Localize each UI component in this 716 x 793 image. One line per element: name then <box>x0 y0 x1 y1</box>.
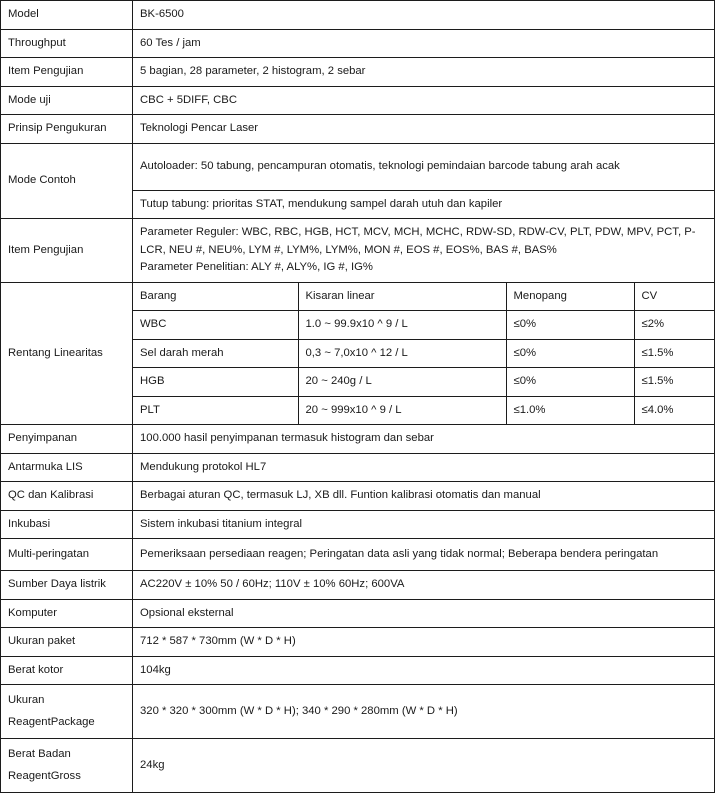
linearity-table <box>133 283 715 425</box>
linearity-col-header: Kisaran linear <box>298 283 506 311</box>
row-label: Multi-peringatan <box>1 539 133 571</box>
linearity-cell: WBC <box>133 311 298 340</box>
table-row <box>1 482 715 511</box>
linearity-col-header: CV <box>634 283 715 311</box>
table-row <box>1 571 715 600</box>
parameter-penelitian-text: Parameter Penelitian: ALY #, ALY%, IG #, IG% <box>140 261 373 273</box>
row-value: 320 * 320 * 300mm (W * D * H); 340 * 290 * 280mm (W * D * H) <box>133 685 715 739</box>
linearity-cell: ≤0% <box>506 339 634 368</box>
row-value: 104kg <box>133 656 715 685</box>
row-value: 5 bagian, 28 parameter, 2 histogram, 2 sebar <box>133 58 715 87</box>
linearity-cell: ≤1.5% <box>634 368 715 397</box>
row-label: Berat Badan ReagentGross <box>1 739 133 793</box>
row-label: Throughput <box>1 29 133 58</box>
linearity-cell: ≤0% <box>506 311 634 340</box>
row-value: 100.000 hasil penyimpanan termasuk histogram dan sebar <box>133 425 715 454</box>
row-label: Ukuran ReagentPackage <box>1 685 133 739</box>
linearity-cell: ≤1.0% <box>506 396 634 424</box>
linearity-row <box>133 311 715 340</box>
row-label: Item Pengujian <box>1 219 133 283</box>
linearity-cell: 1.0 ~ 99.9x10 ^ 9 / L <box>298 311 506 340</box>
table-row <box>1 599 715 628</box>
row-label: Inkubasi <box>1 510 133 539</box>
linearity-cell: 20 ~ 999x10 ^ 9 / L <box>298 396 506 424</box>
row-label: Penyimpanan <box>1 425 133 454</box>
linearity-row <box>133 339 715 368</box>
linearity-col-header: Barang <box>133 283 298 311</box>
table-row <box>1 115 715 144</box>
linearity-cell: HGB <box>133 368 298 397</box>
row-label: QC dan Kalibrasi <box>1 482 133 511</box>
linearity-cell: ≤0% <box>506 368 634 397</box>
linearity-cell: 20 ~ 240g / L <box>298 368 506 397</box>
mode-contoh-sublist <box>133 144 714 219</box>
table-row <box>1 29 715 58</box>
table-row-linearitas <box>1 282 715 425</box>
linearity-cell: ≤4.0% <box>634 396 715 424</box>
row-label: Prinsip Pengukuran <box>1 115 133 144</box>
linearity-row <box>133 396 715 424</box>
linearity-cell: ≤1.5% <box>634 339 715 368</box>
row-value: 712 * 587 * 730mm (W * D * H) <box>133 628 715 657</box>
linearity-cell: ≤2% <box>634 311 715 340</box>
row-label: Sumber Daya listrik <box>1 571 133 600</box>
row-label: Ukuran paket <box>1 628 133 657</box>
table-row <box>1 58 715 87</box>
row-value: 60 Tes / jam <box>133 29 715 58</box>
row-label: Mode uji <box>1 86 133 115</box>
linearity-table-wrapper <box>133 282 715 425</box>
table-row <box>1 86 715 115</box>
linearity-col-header: Menopang <box>506 283 634 311</box>
table-row <box>1 656 715 685</box>
row-value: Berbagai aturan QC, termasuk LJ, XB dll. Funtion kalibrasi otomatis dan manual <box>133 482 715 511</box>
table-row <box>1 1 715 30</box>
table-row <box>1 510 715 539</box>
linearity-cell: Sel darah merah <box>133 339 298 368</box>
row-label: Item Pengujian <box>1 58 133 87</box>
table-row <box>1 453 715 482</box>
linearity-cell: 0,3 ~ 7,0x10 ^ 12 / L <box>298 339 506 368</box>
row-value: AC220V ± 10% 50 / 60Hz; 110V ± 10% 60Hz; 600VA <box>133 571 715 600</box>
row-label: Antarmuka LIS <box>1 453 133 482</box>
table-row-multi-peringatan <box>1 539 715 571</box>
row-label: Rentang Linearitas <box>1 282 133 425</box>
linearity-header-row <box>133 283 715 311</box>
table-row <box>1 425 715 454</box>
row-value: Opsional eksternal <box>133 599 715 628</box>
table-row-reagent-gross <box>1 739 715 793</box>
row-value: CBC + 5DIFF, CBC <box>133 86 715 115</box>
sub-row <box>133 190 714 218</box>
sub-row-value: Tutup tabung: prioritas STAT, mendukung sampel darah utuh dan kapiler <box>140 197 503 210</box>
table-row-mode-contoh <box>1 143 715 219</box>
row-label: Mode Contoh <box>1 143 133 219</box>
linearity-cell: PLT <box>140 403 160 416</box>
table-row <box>1 628 715 657</box>
table-row-item-pengujian <box>1 219 715 283</box>
sub-row <box>133 144 714 191</box>
row-value: Sistem inkubasi titanium integral <box>133 510 715 539</box>
row-value: 24kg <box>133 739 715 793</box>
row-value: BK-6500 <box>133 1 715 30</box>
sub-row-value: Autoloader: 50 tabung, pencampuran otomatis, teknologi pemindaian barcode tabung arah acak <box>133 144 714 191</box>
row-label: Model <box>1 1 133 30</box>
row-value: Pemeriksaan persediaan reagen; Peringatan data asli yang tidak normal; Beberapa bendera peringatan <box>133 539 715 571</box>
row-label: Berat kotor <box>1 656 133 685</box>
row-value-group <box>133 219 715 283</box>
row-value-group <box>133 143 715 219</box>
linearity-row <box>133 368 715 397</box>
row-value: Mendukung protokol HL7 <box>133 453 715 482</box>
row-label: Komputer <box>1 599 133 628</box>
row-value: Teknologi Pencar Laser <box>133 115 715 144</box>
parameter-reguler-text: Parameter Reguler: WBC, RBC, HGB, HCT, MCV, MCH, MCHC, RDW-SD, RDW-CV, PLT, PDW, MPV, PCT, P-LCR, NEU #, NEU%, LYM #, LYM%, LYM%, MON #, EOS #, EOS%, BAS #, BAS% <box>140 226 696 256</box>
table-row-reagent-package <box>1 685 715 739</box>
